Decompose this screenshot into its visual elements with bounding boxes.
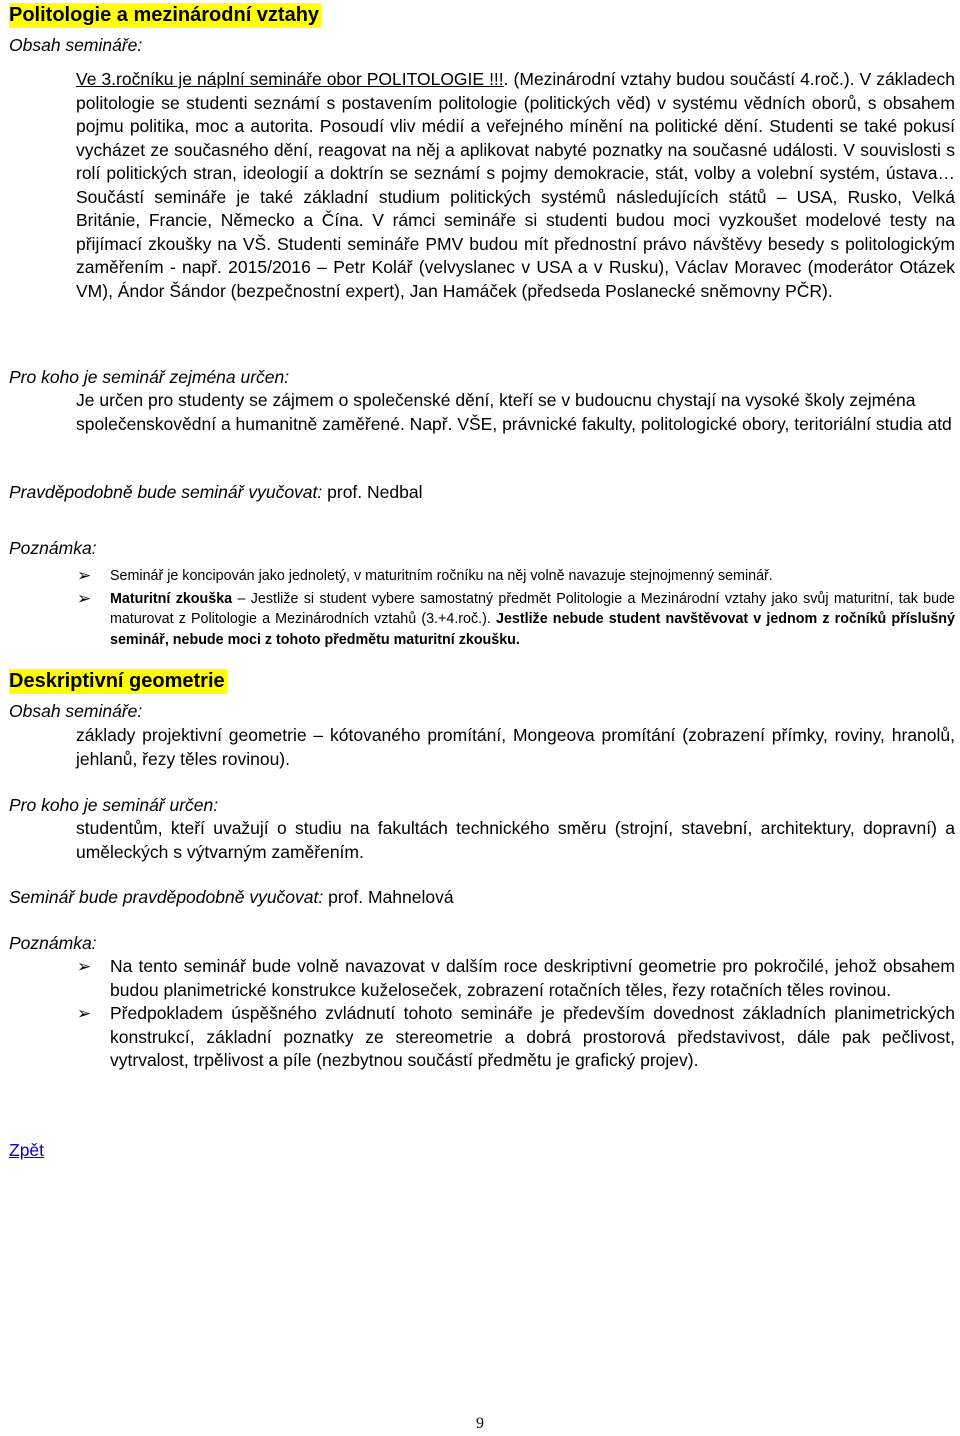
politology-content-text	[76, 68, 955, 303]
section-title-geometry: Deskriptivní geometrie	[9, 670, 225, 692]
teacher-name: prof. Mahnelová	[323, 887, 454, 907]
arrow-bullet-icon: ➢	[77, 957, 92, 976]
geometry-target-label: Pro koho je seminář určen:	[9, 795, 219, 815]
back-link[interactable]: Zpět	[9, 1140, 45, 1160]
geometry-header	[9, 669, 955, 694]
list-item: ➢ Seminář je koncipován jako jednoletý, v maturitním ročníku na něj volně navazuje stejnojmenný seminář.	[77, 566, 773, 585]
geometry-target-text: studentům, kteří uvažují o studiu na fakultách technického směru (strojní, stavební, architektury, dopravní) a uměleckých s výtvarným zaměřením.	[76, 818, 955, 862]
politology-target-text: Je určen pro studenty se zájmem o společenské dění, kteří se v budoucnu chystají na vysoké školy zejména společenskovědní a humanitně zaměřené. Např. VŠE, právnické fakulty, politologické obory, teritoriální studia atd	[76, 390, 952, 434]
list-item: ➢ Maturitní zkouška – Jestliže si student vybere samostatný předmět Politologie a Mezinárodní vztahy jako svůj maturitní, tak bude maturovat z Politologie a Mezinárodních vztahů (3.+4.roč.). Jestliže nebude student navštěvovat v jednom z ročníků příslušný seminář, nebude moci z tohoto předmětu maturitní zkoušku.	[77, 588, 955, 648]
section-title-politology: Politologie a mezinárodní vztahy	[9, 4, 320, 26]
list-item: ➢ Předpokladem úspěšného zvládnutí tohoto semináře je především dovednost základních planimetrických konstrukcí, základní poznatky ze stereometrie a dobrá prostorová představivost, dále pak pečlivost, vytrvalost, trpělivost a píle (nezbytnou součástí předmětu je grafický projev).	[77, 1003, 955, 1070]
politology-note-label: Poznámka:	[9, 538, 97, 558]
content-rest: . (Mezinárodní vztahy budou součástí 4.roč.). V základech politologie se studenti seznámí s postavením politologie (politických věd) v systému vědních oborů, s obsahem pojmu politika, moc a autorita. Posoudí vliv médií a veřejného mínění na politické dění. Studenti se také pokusí vycházet ze současného dění, reagovat na něj a aplikovat nabyté poznatky na současné události. V souvislosti s rolí politických stran, ideologií a doktrín se seznámí s pojmy demokracie, stát, volby a volební systém, ústava… Součástí semináře je také základní studium politických systémů následujících států – USA, Rusko, Velká Británie, Francie, Německo a Čína. V rámci semináře si studenti budou moci vyzkoušet modelové testy na přijímací zkoušky na VŠ. Studenti semináře PMV budou mít přednostní právo návštěvy besedy s politologickým zaměřením - např. 2015/2016 – Petr Kolář (velvyslanec v USA a v Rusku), Václav Moravec (moderátor Otázek VM), Ándor Šándor (bezpečnostní expert), Jan Hamáček (předseda Poslanecké sněmovny PČR).	[76, 69, 956, 301]
politology-target-label: Pro koho je seminář zejména určen:	[9, 367, 290, 387]
geometry-content-text: základy projektivní geometrie – kótovaného promítání, Mongeova promítání (zobrazení přímky, roviny, hranolů, jehlanů, řezy těles rovinou).	[76, 725, 955, 769]
politology-header	[9, 3, 955, 28]
arrow-bullet-icon: ➢	[77, 1004, 92, 1023]
geometry-note-label: Poznámka:	[9, 933, 97, 953]
politology-teacher: Pravděpodobně bude seminář vyučovat: prof. Nedbal	[9, 482, 423, 502]
content-underlined: Ve 3.ročníku je náplní semináře obor POLITOLOGIE !!!	[76, 69, 504, 89]
back-link-row	[9, 1139, 955, 1163]
geometry-note-list	[9, 955, 955, 1073]
list-item: ➢ Na tento seminář bude volně navazovat v dalším roce deskriptivní geometrie pro pokročilé, jehož obsahem budou planimetrické konstrukce kuželoseček, zobrazení rotačních těles, řezy rotačních těles rovinou.	[77, 956, 955, 1000]
politology-note-list	[9, 566, 955, 650]
page-number: 9	[476, 1415, 484, 1432]
geometry-content-label: Obsah semináře:	[9, 701, 143, 721]
geometry-teacher: Seminář bude pravděpodobně vyučovat: prof. Mahnelová	[9, 887, 454, 907]
teacher-name: prof. Nedbal	[322, 482, 423, 502]
arrow-bullet-icon: ➢	[77, 588, 92, 608]
politology-content-label: Obsah semináře:	[9, 35, 143, 55]
arrow-bullet-icon: ➢	[77, 566, 92, 585]
